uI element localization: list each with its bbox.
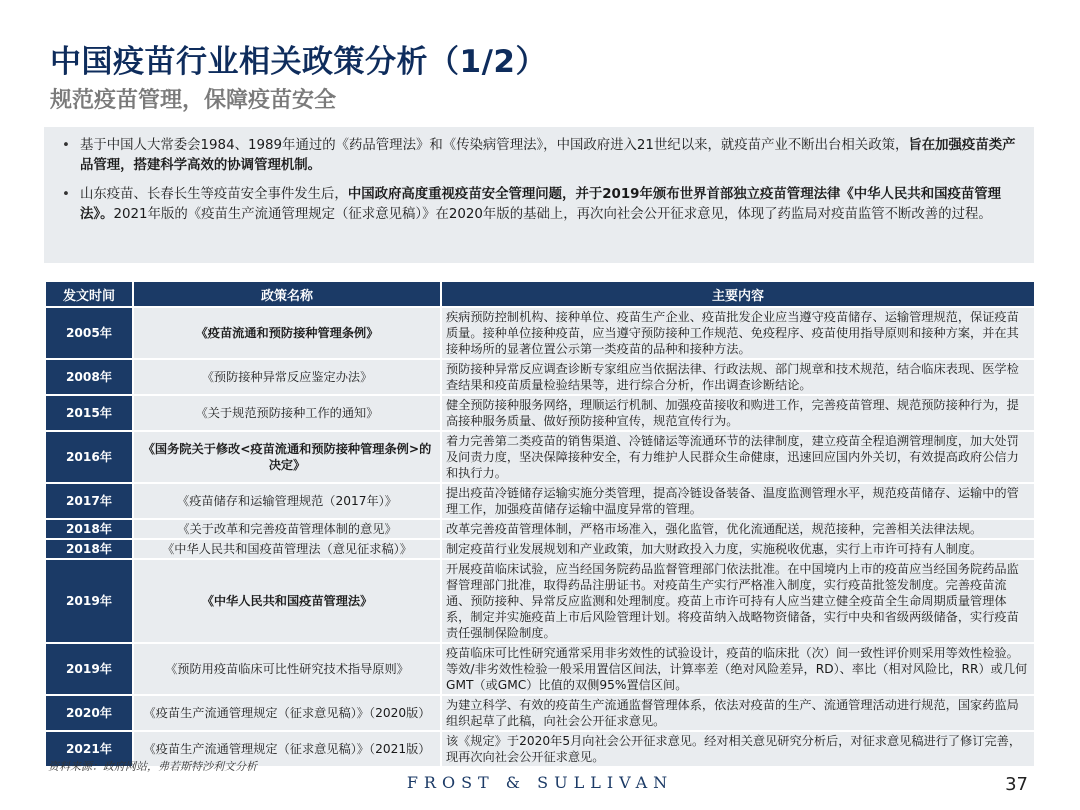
table-row — [46, 540, 1034, 558]
row-policy-name: 《预防接种异常反应鉴定办法》 — [134, 360, 440, 394]
table-row — [46, 396, 1034, 430]
header-year: 发文时间 — [46, 282, 132, 306]
table-row — [46, 484, 1034, 518]
row-policy-name: 《疫苗流通和预防接种管理条例》 — [134, 308, 440, 358]
table-row — [46, 520, 1034, 538]
row-year: 2018年 — [46, 520, 132, 538]
row-policy-name: 《国务院关于修改<疫苗流通和预防接种管理条例>的决定》 — [134, 432, 440, 482]
intro-bullet-2-tail: 2021年版的《疫苗生产流通管理规定（征求意见稿）》在2020年版的基础上，再次向社会公开征求意见，体现了药监局对疫苗监管不断改善的过程。 — [113, 207, 992, 222]
row-policy-name: 《关于改革和完善疫苗管理体制的意见》 — [134, 520, 440, 538]
row-content: 开展疫苗临床试验，应当经国务院药品监督管理部门依法批准。在中国境内上市的疫苗应当经国务院药品监督管理部门批准，取得药品注册证书。对疫苗生产实行严格准入制度，实行疫苗批签发制度。完善疫苗流通、预防接种、异常反应监测和处理制度。疫苗上市许可持有人应当建立健全疫苗全生命周期质量管理体系，制定并实施疫苗上市后风险管理计划。将疫苗纳入战略物资储备，实行中央和省级两级储备，实行疫苗责任强制保险制度。 — [442, 560, 1034, 642]
page-title: 中国疫苗行业相关政策分析（1/2） — [50, 44, 547, 80]
table-row — [46, 360, 1034, 394]
source-note: 资料来源：政府网站，弗若斯特沙利文分析 — [48, 760, 257, 773]
intro-bullet-2-emphasis: 中国政府高度重视疫苗安全管理问题，并于2019年颁布世界首部独立疫苗管理法律《中华人民共和国疫苗管理法》。 — [80, 187, 1002, 222]
table-header-row — [46, 282, 1034, 306]
row-content: 为建立科学、有效的疫苗生产流通监督管理体系，依法对疫苗的生产、流通管理活动进行规范，国家药监局组织起草了此稿，向社会公开征求意见。 — [442, 696, 1034, 730]
header-policy-name: 政策名称 — [134, 282, 440, 306]
frost-sullivan-logo: FROST & SULLIVAN — [406, 773, 674, 792]
row-policy-name: 《中华人民共和国疫苗管理法》 — [134, 560, 440, 642]
row-year: 2019年 — [46, 560, 132, 642]
table-row — [46, 644, 1034, 694]
row-year: 2017年 — [46, 484, 132, 518]
row-policy-name: 《中华人民共和国疫苗管理法（意见征求稿）》 — [134, 540, 440, 558]
row-content: 疫苗临床可比性研究通常采用非劣效性的试验设计，疫苗的临床批（次）间一致性评价则采用等效性检验。等效/非劣效性检验一般采用置信区间法，计算率差（绝对风险差异，RD）、率比（相对风险比，RR）或几何GMT（或GMC）比值的双侧95%置信区间。 — [442, 644, 1034, 694]
row-content: 制定疫苗行业发展规划和产业政策，加大财政投入力度，实施税收优惠，实行上市许可持有人制度。 — [442, 540, 1034, 558]
row-policy-name: 《疫苗储存和运输管理规范（2017年）》 — [134, 484, 440, 518]
row-content: 疾病预防控制机构、接种单位、疫苗生产企业、疫苗批发企业应当遵守疫苗储存、运输管理规范，保证疫苗质量。接种单位接种疫苗，应当遵守预防接种工作规范、免疫程序、疫苗使用指导原则和接种方案，并在其接种场所的显著位置公示第一类疫苗的品种和接种方法。 — [442, 308, 1034, 358]
header-main-content: 主要内容 — [442, 282, 1034, 306]
intro-bullet-2-text: 山东疫苗、长春长生等疫苗安全事件发生后， — [80, 187, 348, 202]
row-policy-name: 《疫苗生产流通管理规定（征求意见稿）》（2020版） — [134, 696, 440, 730]
row-policy-name: 《疫苗生产流通管理规定（征求意见稿）》（2021版） — [134, 732, 440, 766]
table-row — [46, 696, 1034, 730]
page-number: 37 — [1005, 774, 1028, 795]
row-content: 健全预防接种服务网络，理顺运行机制、加强疫苗接收和购进工作，完善疫苗管理、规范预防接种行为，提高接种服务质量、做好预防接种宣传，规范宣传行为。 — [442, 396, 1034, 430]
intro-bullet-1-text: 基于中国人大常委会1984、1989年通过的《药品管理法》和《传染病管理法》，中国政府进入21世纪以来，就疫苗产业不断出台相关政策， — [80, 138, 909, 153]
policy-table — [44, 280, 1036, 768]
row-content: 着力完善第二类疫苗的销售渠道、冷链储运等流通环节的法律制度，建立疫苗全程追溯管理制度，加大处罚及问责力度，坚决保障接种安全，有力维护人民群众生命健康，迅速回应国内外关切，有效提高政府公信力和执行力。 — [442, 432, 1034, 482]
row-year: 2018年 — [46, 540, 132, 558]
table-row — [46, 560, 1034, 642]
row-year: 2008年 — [46, 360, 132, 394]
intro-bullet-2 — [58, 185, 1020, 225]
table-row — [46, 308, 1034, 358]
row-content: 改革完善疫苗管理体制，严格市场准入，强化监管，优化流通配送，规范接种，完善相关法律法规。 — [442, 520, 1034, 538]
row-year: 2016年 — [46, 432, 132, 482]
row-year: 2020年 — [46, 696, 132, 730]
row-content: 提出疫苗冷链储存运输实施分类管理，提高冷链设备装备、温度监测管理水平，规范疫苗储存、运输中的管理工作，加强疫苗储存运输中温度异常的管理。 — [442, 484, 1034, 518]
intro-bullet-1-emphasis: 旨在加强疫苗类产品管理，搭建科学高效的协调管理机制。 — [80, 138, 1016, 173]
row-year: 2005年 — [46, 308, 132, 358]
row-year: 2015年 — [46, 396, 132, 430]
row-policy-name: 《预防用疫苗临床可比性研究技术指导原则》 — [134, 644, 440, 694]
intro-box — [44, 127, 1034, 263]
row-year: 2021年 — [46, 732, 132, 766]
row-year: 2019年 — [46, 644, 132, 694]
row-content: 该《规定》于2020年5月向社会公开征求意见。经对相关意见研究分析后，对征求意见稿进行了修订完善，现再次向社会公开征求意见。 — [442, 732, 1034, 766]
page-subtitle: 规范疫苗管理，保障疫苗安全 — [50, 88, 337, 113]
intro-bullet-1 — [58, 136, 1020, 176]
row-content: 预防接种异常反应调查诊断专家组应当依据法律、行政法规、部门规章和技术规范，结合临床表现、医学检查结果和疫苗质量检验结果等，进行综合分析，作出调查诊断结论。 — [442, 360, 1034, 394]
row-policy-name: 《关于规范预防接种工作的通知》 — [134, 396, 440, 430]
table-row — [46, 432, 1034, 482]
